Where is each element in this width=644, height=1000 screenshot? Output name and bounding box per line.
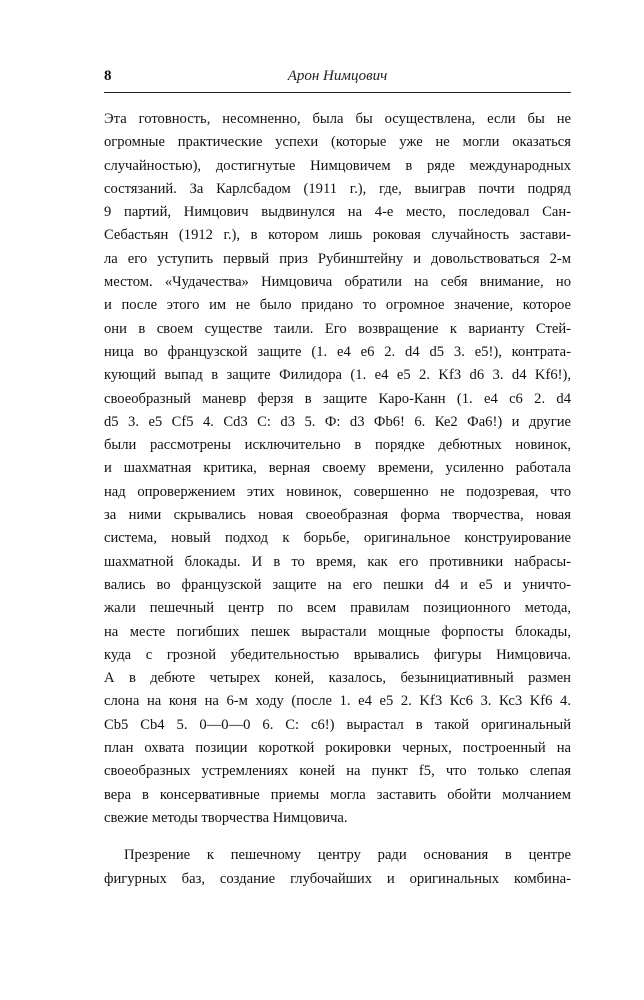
text-line: план охвата позиции короткой рокировки черных, построенный на <box>104 740 571 757</box>
main-text <box>104 108 571 891</box>
paragraph <box>104 108 571 830</box>
text-line: на месте погибших пешек вырастали мощные форпосты блокады, <box>104 623 571 640</box>
text-line: вера в консервативные приемы могла заставить обойти молчанием <box>104 786 571 803</box>
text-line: кующий выпад в защите Филидора (1. е4 е5 2. Kf3 d6 3. d4 Kf6!), <box>104 367 571 384</box>
text-line: d5 3. е5 Cf5 4. Cd3 C: d3 5. Ф: d3 Фb6! 6. Ке2 Фа6!) и другие <box>104 413 571 430</box>
text-line: они в своем существе таили. Его возвращение к варианту Стей- <box>104 320 571 337</box>
text-line: слона на коня на 6-м ходу (после 1. е4 е5 2. Kf3 Кс6 3. Кс3 Kf6 4. <box>104 693 571 710</box>
text-line: случайностью), достигнутые Нимцовичем в ряде международных <box>104 157 571 174</box>
text-line: ла его уступить первый приз Рубинштейну и довольствоваться 2-м <box>104 250 571 267</box>
text-line: своеобразный маневр ферзя в защите Каро-Канн (1. е4 с6 2. d4 <box>104 390 571 407</box>
text-line: состязаний. За Карлсбадом (1911 г.), где, выиграв почти подряд <box>104 180 571 197</box>
text-line: 9 партий, Нимцович выдвинулся на 4-е место, последовал Сан- <box>104 204 571 221</box>
page-header <box>104 64 571 93</box>
text-line: за ними скрывались новая своеобразная форма творчества, новая <box>104 507 571 524</box>
paragraph-gap <box>104 830 571 844</box>
text-line: были рассмотрены исключительно в порядке дебютных новинок, <box>104 437 571 454</box>
paragraph <box>104 844 571 891</box>
text-line: местом. «Чудачества» Нимцовича обратили на себя внимание, но <box>104 274 571 291</box>
text-line: Презрение к пешечному центру ради основания в центре <box>124 847 571 864</box>
text-line: над опровержением этих новинок, совершенно не подозревая, что <box>104 483 571 500</box>
text-line: своеобразных устремлениях коней на пункт f5, что только слепая <box>104 763 571 780</box>
text-line: Себастьян (1912 г.), в котором лишь роковая случайность застави- <box>104 227 571 244</box>
text-line: и шахматная критика, верная своему времени, усиленно работала <box>104 460 571 477</box>
text-line: вались во французской защите на его пешки d4 и е5 и уничто- <box>104 576 571 593</box>
text-line: и после этого им не было придано то огромное значение, которое <box>104 297 571 314</box>
text-line: ница во французской защите (1. е4 е6 2. d4 d5 3. е5!), контрата- <box>104 343 571 360</box>
text-line: система, новый подход к борьбе, оригинальное конструирование <box>104 530 571 547</box>
text-line: А в дебюте четырех коней, казалось, безынициативный размен <box>104 670 571 687</box>
text-line: куда с грозной убедительностью врывались фигуры Нимцовича. <box>104 646 571 663</box>
text-line: свежие методы творчества Нимцовича. <box>104 809 348 826</box>
text-line: фигурных баз, создание глубочайших и оригинальных комбина- <box>104 870 571 887</box>
page-number: 8 <box>104 68 112 84</box>
text-line: огромные практические успехи (которые уже не могли оказаться <box>104 134 571 151</box>
text-line: шахматной блокады. И в то время, как его противники набрасы- <box>104 553 571 570</box>
text-line: Cb5 Cb4 5. 0—0—0 6. C: с6!) вырастал в такой оригинальный <box>104 716 571 733</box>
text-line: Эта готовность, несомненно, была бы осуществлена, если бы не <box>104 111 571 127</box>
text-line: жали пешечный центр по всем правилам позиционного метода, <box>104 600 571 617</box>
running-title: Арон Нимцович <box>287 68 388 84</box>
